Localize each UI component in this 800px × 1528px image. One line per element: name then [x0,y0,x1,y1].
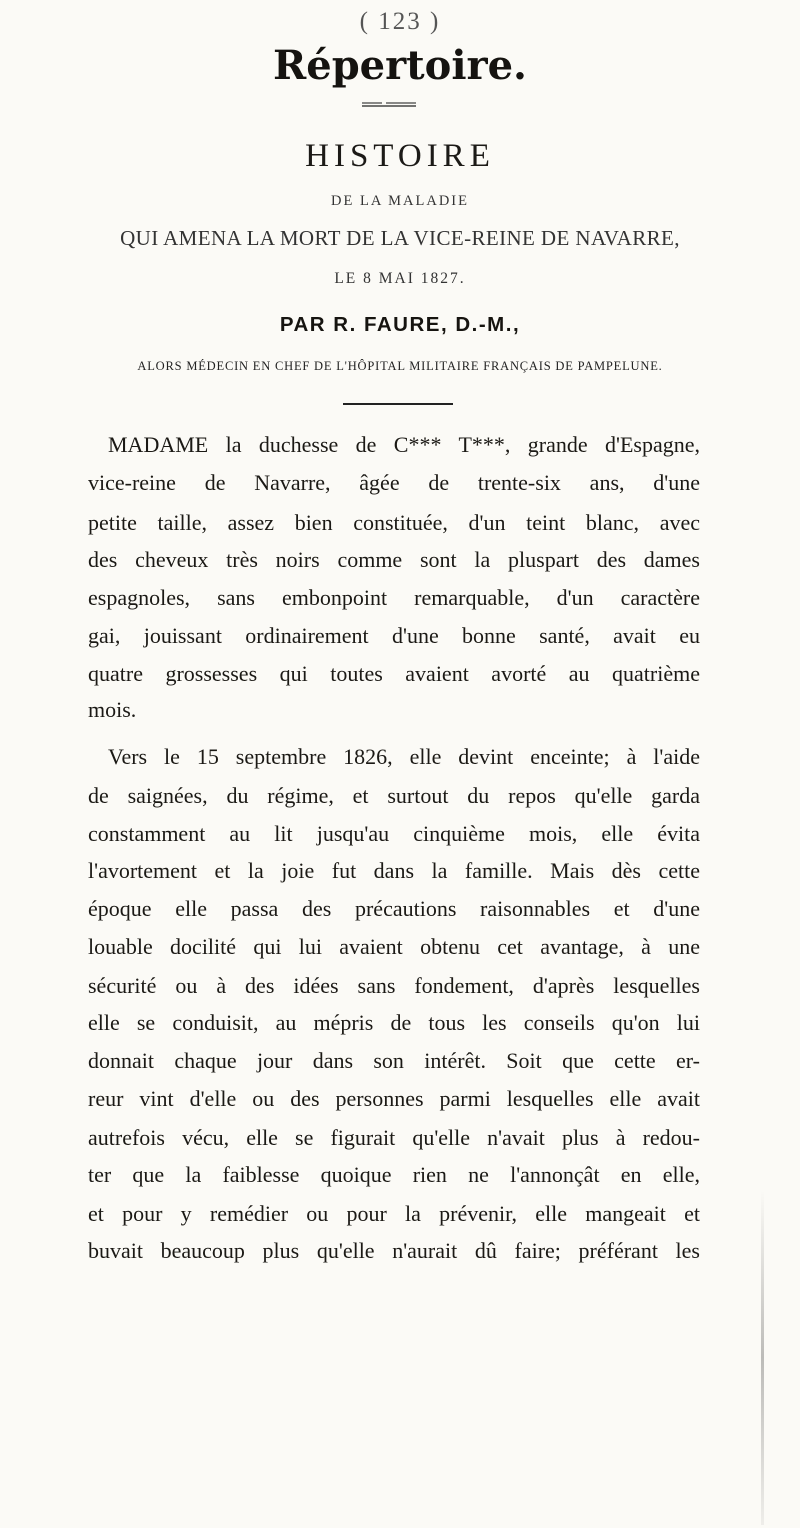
text-line: buvait beaucoup plus qu'elle n'aurait dû faire; préférant les [88,1238,700,1263]
text-line: quatre grossesses qui toutes avaient avorté au quatrième [88,661,700,686]
text-line: donnait chaque jour dans son intérêt. Soit que cette er- [88,1048,700,1073]
author-line: PAR R. FAURE, D.-M., [279,313,521,336]
text-line: reur vint d'elle ou des personnes parmi lesquelles elle avait [88,1086,700,1111]
text-line: ter que la faiblesse quoique rien ne l'annonçât en elle, [88,1162,700,1187]
subtitle-line-1: DE LA MALADIE [331,193,469,209]
text-line: Vers le 15 septembre 1826, elle devint enceinte; à l'aide [108,744,700,769]
text-line: époque elle passa des précautions raisonnables et d'une [88,896,700,921]
ornamental-rule [362,100,416,108]
article-title: HISTOIRE [305,138,495,174]
subtitle-line-2: QUI AMENA LA MORT DE LA VICE-REINE DE NAVARRE, [120,226,680,250]
affiliation-line: ALORS MÉDECIN EN CHEF DE L'HÔPITAL MILITAIRE FRANÇAIS DE PAMPELUNE. [137,359,663,373]
text-line: autrefois vécu, elle se figurait qu'elle n'avait plus à redou- [88,1125,700,1150]
text-line: sécurité ou à des idées sans fondement, d'après lesquelles [88,973,700,998]
text-line: de saignées, du régime, et surtout du repos qu'elle garda [88,783,700,808]
separator-rule [343,403,453,405]
text-line: et pour y remédier ou pour la prévenir, elle mangeait et [88,1201,700,1226]
scan-shadow [761,1190,764,1525]
text-line: espagnoles, sans embonpoint remarquable, d'un caractère [88,585,700,610]
text-line: gai, jouissant ordinairement d'une bonne santé, avait eu [88,623,700,648]
text-line: louable docilité qui lui avaient obtenu cet avantage, à une [88,934,700,959]
text-line: petite taille, assez bien constituée, d'un teint blanc, avec [88,510,700,535]
section-heading: Répertoire. [273,42,527,89]
text-line: constamment au lit jusqu'au cinquième mois, elle évita [88,821,700,846]
text-line: l'avortement et la joie fut dans la famille. Mais dès cette [88,858,700,883]
text-line: des cheveux très noirs comme sont la pluspart des dames [88,547,700,572]
date-line: LE 8 MAI 1827. [334,270,466,287]
text-line: vice-reine de Navarre, âgée de trente-six ans, d'une [88,470,700,495]
text-line: mois. [88,697,137,722]
text-line: MADAME la duchesse de C*** T***, grande d'Espagne, [108,432,700,457]
text-line: elle se conduisit, au mépris de tous les conseils qu'on lui [88,1010,700,1035]
page-number: ( 123 ) [359,8,441,35]
